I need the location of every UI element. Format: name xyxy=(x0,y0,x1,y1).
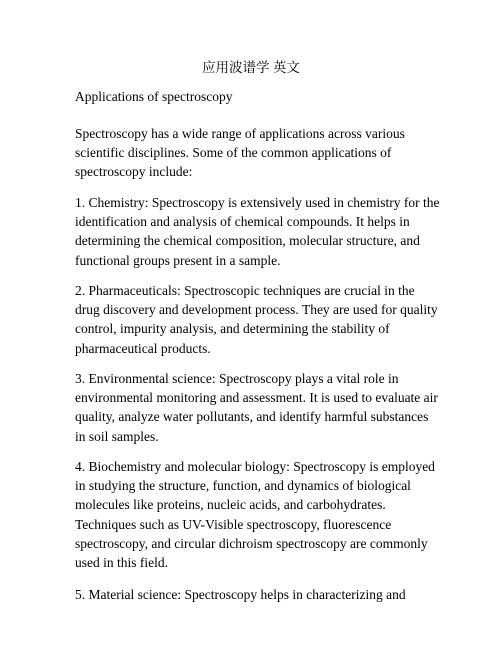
list-item-line: in studying the structure, function, and dynamics of biological xyxy=(75,478,411,494)
list-item-line: 5. Material science: Spectroscopy helps in characterizing and xyxy=(75,587,406,602)
intro-line: Spectroscopy has a wide range of applications across various xyxy=(75,126,405,141)
list-item-line: 4. Biochemistry and molecular biology: Spectroscopy is employed xyxy=(75,459,435,474)
intro-line: scientific disciplines. Some of the common applications of xyxy=(75,145,392,161)
intro-paragraph xyxy=(75,124,435,182)
list-item-material-science xyxy=(75,585,435,604)
list-item-line: control, impurity analysis, and determining the stability of xyxy=(75,321,390,337)
list-item-line: environmental monitoring and assessment. It is used to evaluate air xyxy=(75,390,438,406)
list-item-pharmaceuticals xyxy=(75,281,438,358)
list-item-line: used in this field. xyxy=(75,555,168,571)
intro-line: spectroscopy include: xyxy=(75,164,193,180)
list-item-line: 3. Environmental science: Spectroscopy plays a vital role in xyxy=(75,371,399,386)
list-item-line: identification and analysis of chemical compounds. It helps in xyxy=(75,214,410,230)
section-heading: Applications of spectroscopy xyxy=(75,89,233,104)
list-item-line: in soil samples. xyxy=(75,428,159,444)
list-item-line: Techniques such as UV-Visible spectroscopy, fluorescence xyxy=(75,516,392,532)
list-item-line: spectroscopy, and circular dichroism spectroscopy are commonly xyxy=(75,535,428,551)
list-item-line: functional groups present in a sample. xyxy=(75,252,281,268)
list-item-environmental-science xyxy=(75,369,438,446)
list-item-biochemistry xyxy=(75,457,435,572)
list-item-line: determining the chemical composition, molecular structure, and xyxy=(75,233,420,249)
list-item-chemistry xyxy=(75,193,440,270)
list-item-line: drug discovery and development process. They are used for quality xyxy=(75,302,438,318)
document-title: 应用波谱学 英文 xyxy=(202,60,300,75)
list-item-line: pharmaceutical products. xyxy=(75,340,211,356)
list-item-line: quality, analyze water pollutants, and identify harmful substances xyxy=(75,409,429,425)
list-item-line: molecules like proteins, nucleic acids, and carbohydrates. xyxy=(75,497,386,513)
list-item-line: 1. Chemistry: Spectroscopy is extensively used in chemistry for the xyxy=(75,195,440,210)
list-item-line: 2. Pharmaceuticals: Spectroscopic techniques are crucial in the xyxy=(75,283,415,298)
